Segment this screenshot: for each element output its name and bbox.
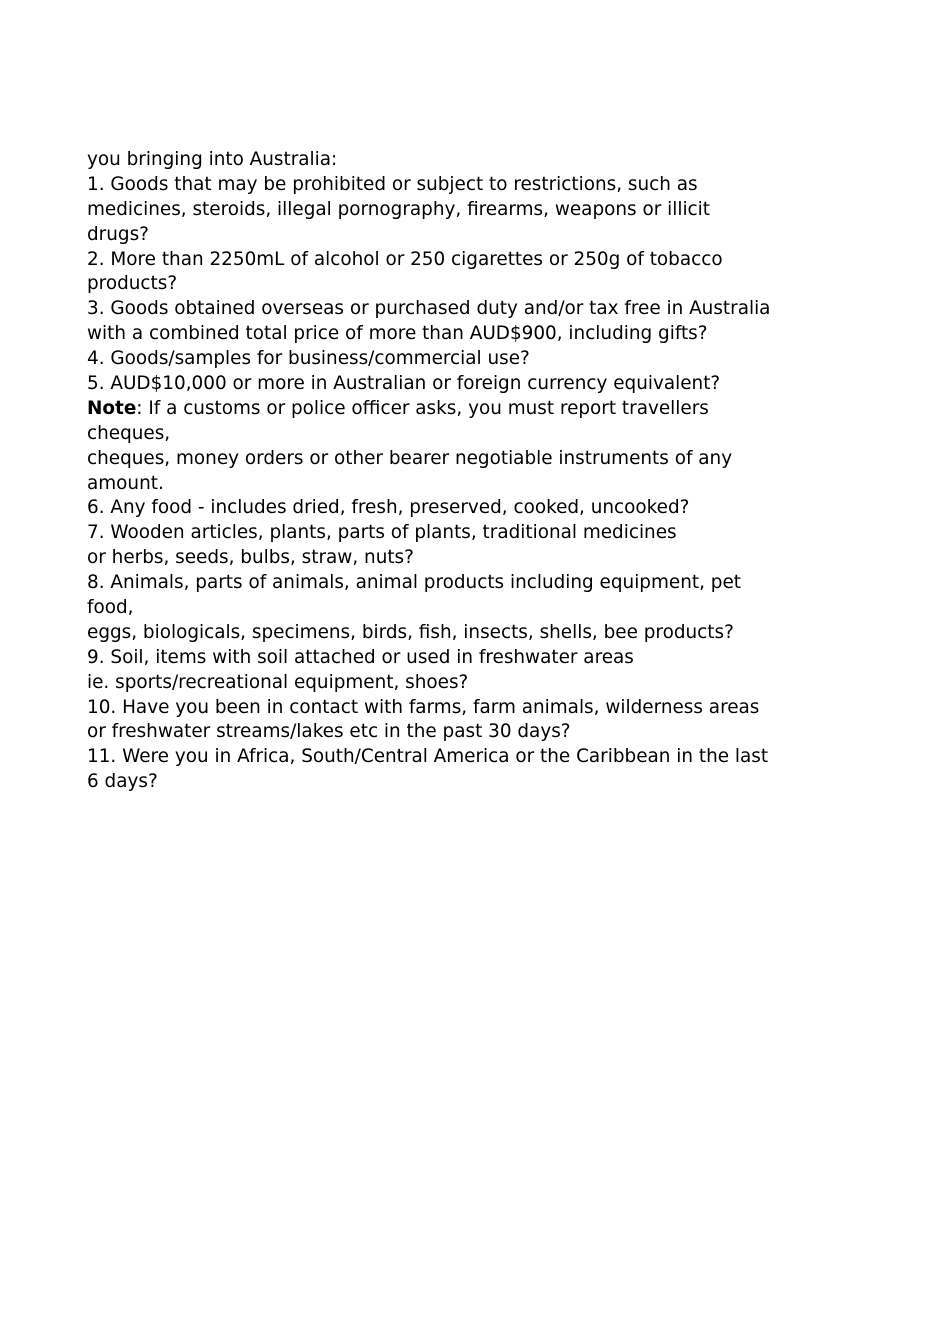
question-10-line-1: 10. Have you been in contact with farms, farm animals, wilderness areas [87, 696, 760, 718]
question-8-line-1: 8. Animals, parts of animals, animal products including equipment, pet [87, 572, 741, 594]
question-5-line: 5. AUD$10,000 or more in Australian or foreign currency equivalent? [87, 373, 721, 395]
note-text: : If a customs or police officer asks, you must report travellers [136, 397, 709, 419]
note-label: Note [87, 397, 137, 419]
question-9-line-1: 9. Soil, items with soil attached or used in freshwater areas [87, 646, 634, 668]
declaration-text-block [87, 148, 827, 795]
question-8-line-2: food, [87, 597, 134, 619]
question-7-line-1: 7. Wooden articles, plants, parts of plants, traditional medicines [87, 522, 677, 544]
question-1-line-3: drugs? [87, 223, 149, 245]
intro-line: you bringing into Australia: [87, 149, 338, 170]
question-10-line-2: or freshwater streams/lakes etc in the past 30 days? [87, 721, 571, 743]
question-6-line: 6. Any food - includes dried, fresh, preserved, cooked, uncooked? [87, 497, 690, 519]
question-2-line-2: products? [87, 273, 178, 295]
note-line-4: amount. [87, 472, 164, 494]
note-line-2: cheques, [87, 422, 171, 444]
question-11-line-2: 6 days? [87, 771, 158, 793]
question-7-line-2: or herbs, seeds, bulbs, straw, nuts? [87, 547, 414, 569]
question-3-line-2: with a combined total price of more than AUD$900, including gifts? [87, 323, 708, 345]
question-3-line-1: 3. Goods obtained overseas or purchased duty and/or tax free in Australia [87, 298, 771, 320]
question-2-line-1: 2. More than 2250mL of alcohol or 250 cigarettes or 250g of tobacco [87, 248, 723, 270]
question-9-line-2: ie. sports/recreational equipment, shoes? [87, 671, 469, 693]
note-line-3: cheques, money orders or other bearer negotiable instruments of any [87, 447, 733, 469]
question-4-line: 4. Goods/samples for business/commercial use? [87, 348, 530, 370]
question-11-line-1: 11. Were you in Africa, South/Central America or the Caribbean in the last [87, 746, 769, 768]
question-1-line-1: 1. Goods that may be prohibited or subject to restrictions, such as [87, 173, 698, 195]
question-1-line-2: medicines, steroids, illegal pornography, firearms, weapons or illicit [87, 198, 710, 220]
question-8-line-3: eggs, biologicals, specimens, birds, fish, insects, shells, bee products? [87, 621, 734, 643]
note-line-1 [87, 397, 827, 422]
